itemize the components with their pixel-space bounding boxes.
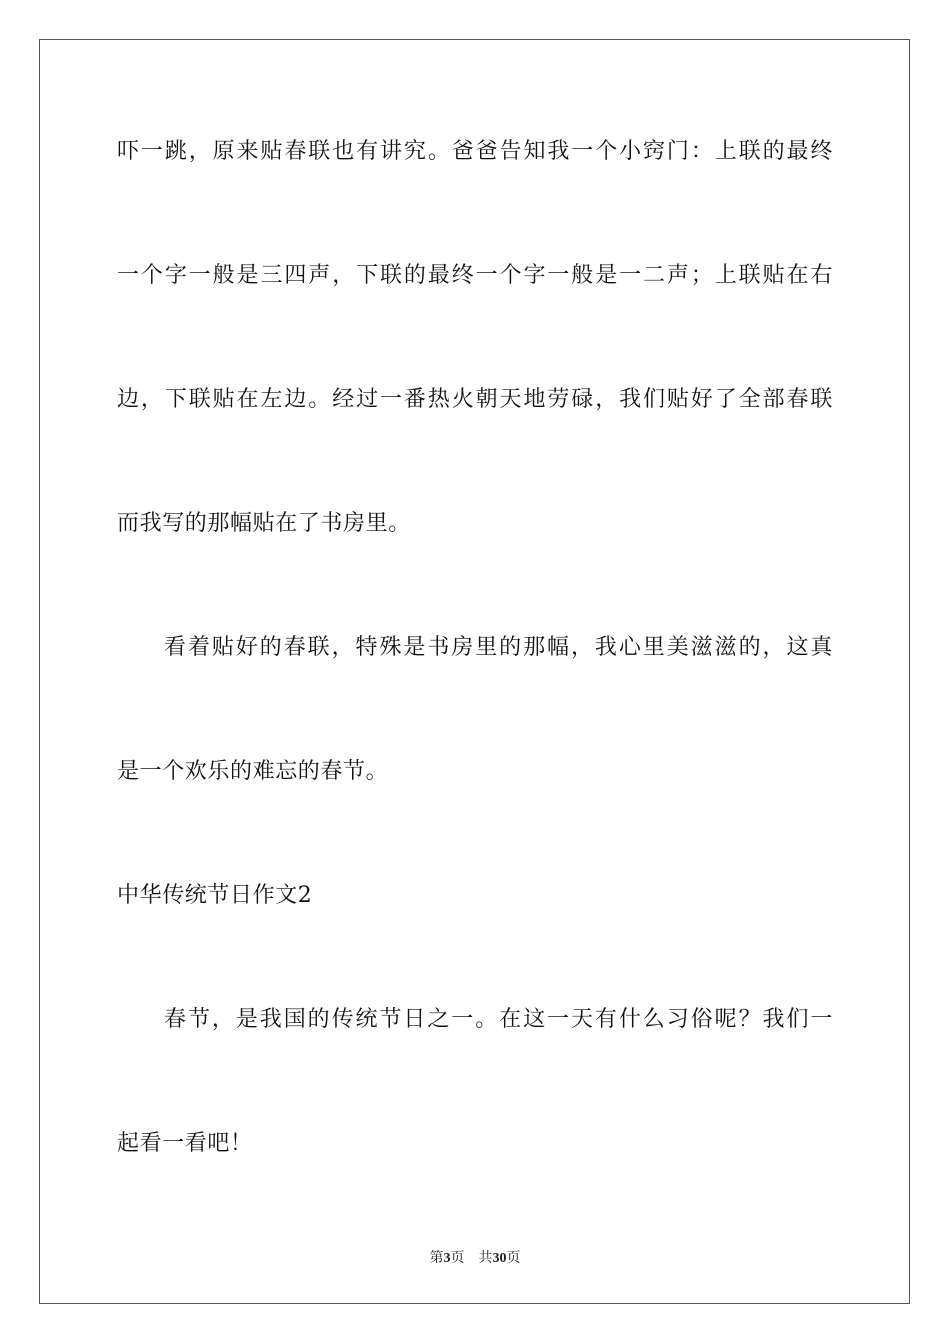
footer-total-suffix: 页 xyxy=(506,1250,521,1266)
paragraph-line-7: 春节，是我国的传统节日之一。在这一天有什么习俗呢？我们一 xyxy=(164,1007,833,1032)
paragraph-line-6: 是一个欢乐的难忘的春节。 xyxy=(117,759,389,784)
page-footer xyxy=(0,1248,950,1269)
paragraph-line-1: 吓一跳，原来贴春联也有讲究。爸爸告知我一个小窍门：上联的最终 xyxy=(117,139,833,164)
paragraph-line-3: 边，下联贴在左边。经过一番热火朝天地劳碌，我们贴好了全部春联 xyxy=(117,387,833,412)
footer-total-pages: 30 xyxy=(492,1251,507,1266)
paragraph-line-5: 看着贴好的春联，特殊是书房里的那幅，我心里美滋滋的，这真 xyxy=(164,635,833,660)
paragraph-line-4: 而我写的那幅贴在了书房里。 xyxy=(117,511,411,536)
paragraph-line-2: 一个字一般是三四声，下联的最终一个字一般是一二声；上联贴在右 xyxy=(117,263,833,288)
footer-total-prefix: 共 xyxy=(478,1250,493,1266)
footer-page-suffix: 页 xyxy=(450,1250,465,1266)
section-heading: 中华传统节日作文2 xyxy=(117,883,313,908)
paragraph-line-8: 起看一看吧！ xyxy=(117,1131,253,1156)
footer-prefix: 第 xyxy=(429,1250,444,1266)
footer-page-number: 3 xyxy=(443,1251,451,1266)
page-border xyxy=(39,39,910,1304)
